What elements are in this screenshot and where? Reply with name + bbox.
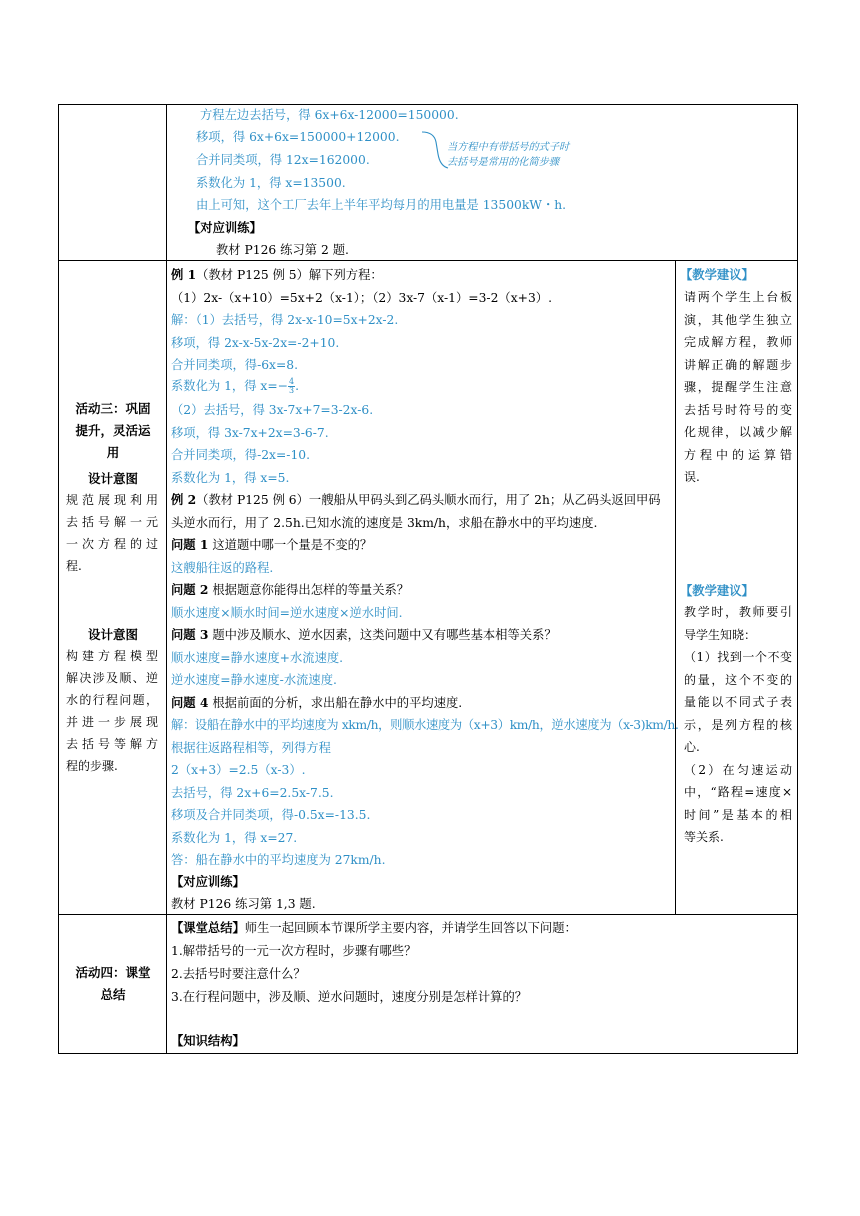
solution-line: 合并同类项，得 12x=162000. (196, 153, 370, 167)
solution-line: （2）去括号，得 3x-7x+7=3-2x-6. (171, 403, 374, 417)
design-intent-title: 设计意图 (87, 627, 138, 642)
advice-line: 示，是列方程的核 (684, 717, 792, 732)
solution-line: 合并同类项，得-2x=-10. (171, 448, 311, 462)
question-2 (171, 582, 409, 598)
annotation-line: 去括号是常用的化简步骤 (447, 157, 560, 168)
annotation-line: 当方程中有带括号的式子时 (447, 142, 570, 153)
intent-line: 程的步骤. (66, 759, 118, 773)
question-4 (171, 695, 462, 711)
intent-line: 去括号解一元 (66, 515, 158, 529)
teaching-advice-title: 【教学建议】 (680, 267, 754, 282)
question-text: 这道题中哪一个量是不变的？ (208, 538, 373, 552)
question-1 (171, 537, 372, 553)
training-title: 【对应训练】 (171, 874, 245, 889)
question-text: 根据前面的分析，求出船在静水中的平均速度. (208, 696, 463, 710)
example-label: 例 1 (171, 267, 197, 282)
lesson-table (58, 104, 798, 1054)
activity-four-title (66, 962, 160, 1006)
solution-line: 移项，得 3x-7x+2x=3-6-7. (171, 426, 329, 440)
activity-title-line: 活动三：巩固 (75, 401, 151, 416)
intent-line: 程. (66, 559, 82, 573)
intent-line: 构建方程模型 (66, 649, 158, 663)
activity-title-line: 活动四：课堂 (75, 965, 151, 980)
intent-line: 去括号等解方 (66, 737, 158, 751)
advice-line: （2）在匀速运动 (684, 762, 792, 777)
summary-question: 1.解带括号的一元一次方程时，步骤有哪些？ (171, 944, 417, 958)
fraction-numerator: 4 (288, 377, 295, 386)
solution-line: 去括号，得 2x+6=2.5x-7.5. (171, 786, 334, 800)
advice-line: 骤，提醒学生注意 (684, 380, 792, 394)
advice-line: 时间”是基本的相 (684, 807, 792, 822)
advice-line: 的量，这个不变的 (684, 672, 792, 687)
intent-line: 水的行程问题， (66, 693, 158, 707)
fraction (288, 378, 295, 395)
summary-question: 2.去括号时要注意什么？ (171, 967, 306, 981)
design-intent-text (66, 645, 158, 777)
advice-line: 教学时，教师要引 (684, 605, 792, 619)
solution-line: 移项，得 6x+6x=150000+12000. (196, 130, 400, 144)
question-label: 问题 1 (171, 537, 209, 552)
row-divider (58, 260, 798, 261)
question-label: 问题 2 (171, 582, 209, 597)
annotation-note (447, 140, 569, 170)
advice-line: 方程中的运算错 (684, 447, 792, 462)
design-intent-title: 设计意图 (87, 471, 138, 486)
example-1-heading (171, 267, 383, 283)
advice-line: 请两个学生上台板 (684, 290, 792, 304)
example-2-heading (171, 492, 661, 508)
summary-text: 师生一起回顾本节课所学主要内容，并请学生回答以下问题： (244, 921, 577, 935)
knowledge-structure-label: 【知识结构】 (171, 1033, 245, 1048)
solution-line: 系数化为 1，得 x=5. (171, 471, 290, 485)
example-1-equations: （1）2x-（x+10）=5x+2（x-1）；（2）3x-7（x-1）=3-2（x+3）. (171, 291, 552, 305)
intent-line: 一次方程的过 (66, 537, 158, 551)
training-text: 教材 P126 练习第 2 题. (216, 243, 349, 257)
intent-line: 解决涉及顺、逆 (66, 671, 158, 685)
solution-line: 根据往返路程相等，列得方程 (171, 741, 331, 755)
solution-line: 系数化为 1，得 x=− $\frac{4}{3}$ . (171, 377, 299, 395)
intent-line: 并进一步展现 (66, 715, 158, 729)
activity-three-title (66, 398, 160, 464)
example-text: （教材 P125 例 5）解下列方程： (196, 268, 383, 282)
advice-line: （1）找到一个不变 (684, 650, 792, 664)
answer-line: 顺水速度=静水速度+水流速度. (171, 651, 344, 665)
answer-line: 这艘船往返的路程. (171, 561, 274, 575)
solution-line: 由上可知，这个工厂去年上半年平均每月的用电量是 13500kW・h. (196, 198, 567, 212)
fraction-denominator: 3 (288, 386, 295, 395)
advice-line: 讲解正确的解题步 (684, 357, 792, 372)
teaching-advice-title: 【教学建议】 (680, 583, 754, 598)
solution-line: 答：船在静水中的平均速度为 27km/h. (171, 853, 386, 867)
example-2-text: 头逆水而行，用了 2.5h.已知水流的速度是 3km/h，求船在静水中的平均速度. (171, 516, 598, 530)
advice-line: 去括号时符号的变 (684, 402, 792, 417)
activity-title-line: 用 (106, 445, 120, 460)
answer-line: 顺水速度×顺水时间=逆水速度×逆水时间. (171, 606, 403, 620)
example-text: （教材 P125 例 6）一艘船从甲码头到乙码头顺水而行，用了 2h；从乙码头返回甲码 (196, 493, 661, 507)
advice-line: 心. (684, 740, 700, 754)
solution-line: 解：设船在静水中的平均速度为 xkm/h，则顺水速度为（x+3）km/h，逆水速度为（x-3)km/h. (171, 718, 679, 732)
training-title: 【对应训练】 (188, 220, 262, 235)
intent-line: 规范展现利用 (66, 493, 158, 507)
activity-title-line: 提升，灵活运 (75, 423, 151, 438)
training-text: 教材 P126 练习第 1,3 题. (171, 897, 316, 911)
advice-line: 演，其他学生独立 (684, 312, 792, 327)
advice-line: 等关系. (684, 830, 724, 844)
question-text: 根据题意你能得出怎样的等量关系？ (208, 583, 410, 597)
summary-heading (171, 920, 577, 936)
activity-title-line: 总结 (100, 987, 126, 1002)
advice-line: 量能以不同式子表 (684, 695, 792, 709)
advice-line: 中，“路程=速度× (684, 785, 792, 799)
solution-line: 移项及合并同类项，得-0.5x=-13.5. (171, 808, 371, 822)
solution-line: 系数化为 1，得 x=27. (171, 831, 298, 845)
column-divider (675, 260, 676, 914)
answer-line: 逆水速度=静水速度-水流速度. (171, 673, 337, 687)
question-label: 问题 4 (171, 695, 209, 710)
design-intent-text (66, 489, 158, 577)
question-3 (171, 627, 557, 643)
advice-line: 完成解方程，教师 (684, 335, 792, 349)
teaching-advice-text (684, 286, 792, 489)
question-text: 题中涉及顺水、逆水因素，这类问题中又有哪些基本相等关系？ (208, 628, 557, 642)
solution-line: 2（x+3）=2.5（x-3）. (171, 763, 306, 777)
question-label: 问题 3 (171, 627, 209, 642)
solution-line: 解：（1）去括号，得 2x-x-10=5x+2x-2. (171, 313, 399, 327)
summary-question: 3.在行程问题中，涉及顺、逆水问题时，速度分别是怎样计算的？ (171, 990, 528, 1004)
row-divider (58, 914, 798, 915)
advice-line: 误. (684, 470, 700, 484)
advice-line: 化规律，以减少解 (684, 425, 792, 439)
solution-prefix: 系数化为 1，得 x=− (171, 379, 288, 393)
annotation-bracket-icon (420, 128, 450, 172)
teaching-advice-text (684, 601, 792, 849)
example-label: 例 2 (171, 492, 197, 507)
advice-line: 导学生知晓： (684, 627, 757, 642)
solution-line: 合并同类项，得-6x=8. (171, 358, 299, 372)
solution-line: 系数化为 1，得 x=13500. (196, 176, 346, 190)
column-divider (166, 104, 167, 1054)
summary-label: 【课堂总结】 (171, 920, 245, 935)
solution-line: 移项，得 2x-x-5x-2x=-2+10. (171, 336, 340, 350)
solution-line: 方程左边去括号，得 6x+6x-12000=150000. (200, 108, 459, 122)
